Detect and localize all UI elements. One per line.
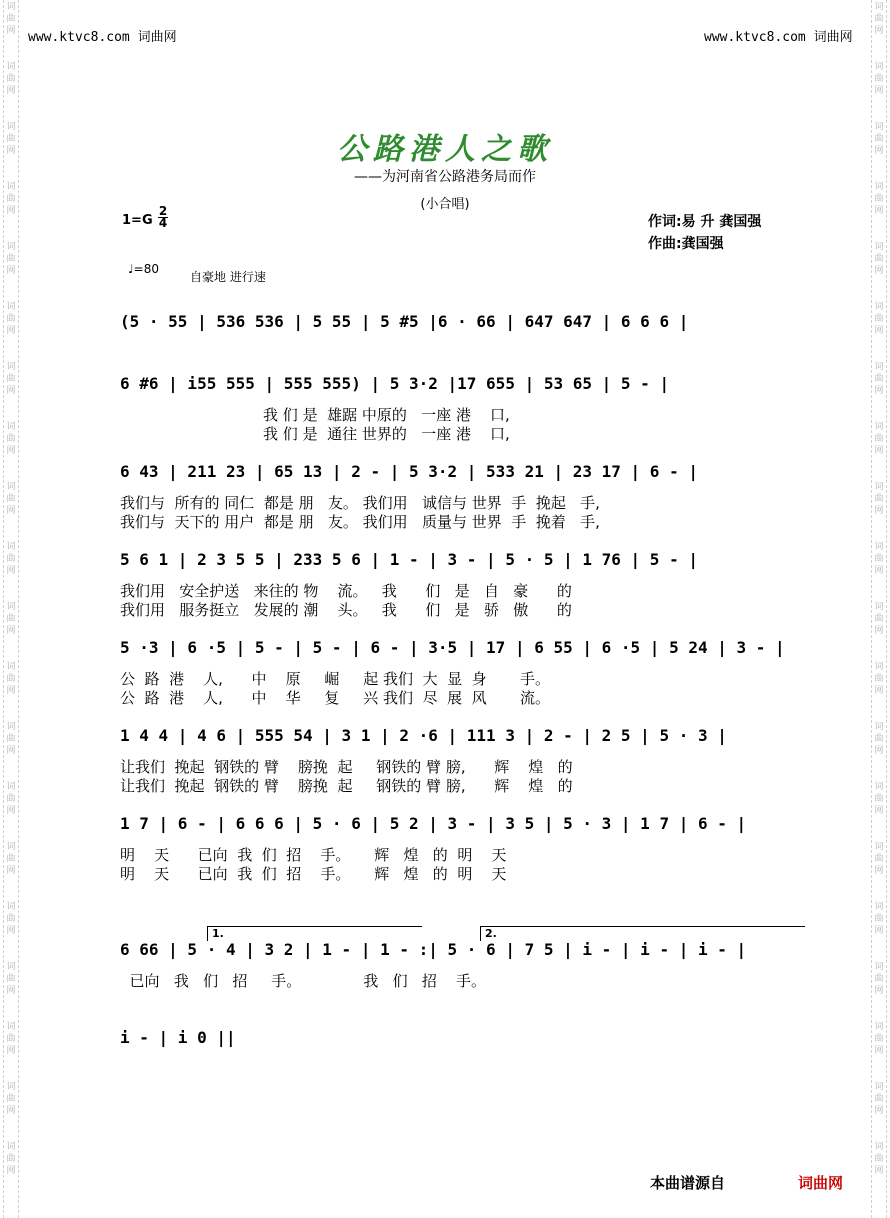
watermark-glyph: 曲 <box>874 74 884 84</box>
watermark-glyph: 词 <box>874 1022 884 1032</box>
watermark-glyph: 词 <box>874 722 884 732</box>
watermark-glyph: 词 <box>6 962 16 972</box>
notation-row: 6 #6 | i55 555 | 555 555) | 5 3·2 |17 655 | 53 65 | 5 - | <box>120 374 670 393</box>
time-signature <box>158 206 168 229</box>
watermark-glyph: 网 <box>6 26 16 36</box>
lyric-line: 让我们 挽起 钢铁的 臂 膀挽 起 钢铁的 臂 膀, 辉 煌 的 <box>120 758 573 776</box>
watermark-glyph: 词 <box>874 1082 884 1092</box>
lyric-line: 我们与 天下的 用户 都是 朋 友。 我们用 质量与 世界 手 挽着 手, <box>120 513 600 531</box>
notation-row: 1 4 4 | 4 6 | 555 54 | 3 1 | 2 ·6 | 111 3 | 2 - | 2 5 | 5 · 3 | <box>120 726 727 745</box>
watermark-glyph: 网 <box>874 386 884 396</box>
watermark-glyph: 曲 <box>6 254 16 264</box>
header-right <box>704 26 853 45</box>
watermark-glyph: 曲 <box>874 674 884 684</box>
watermark-glyph: 曲 <box>874 554 884 564</box>
notation-row: 5 ·3 | 6 ·5 | 5 - | 5 - | 6 - | 3·5 | 17 | 6 55 | 6 ·5 | 5 24 | 3 - | <box>120 638 785 657</box>
watermark-glyph: 词 <box>6 1082 16 1092</box>
watermark-glyph: 曲 <box>874 14 884 24</box>
watermark-glyph: 曲 <box>6 1094 16 1104</box>
watermark-glyph: 曲 <box>6 194 16 204</box>
watermark-glyph: 词 <box>6 602 16 612</box>
watermark-glyph: 曲 <box>6 494 16 504</box>
watermark-glyph: 词 <box>874 422 884 432</box>
watermark-glyph: 词 <box>6 842 16 852</box>
watermark-glyph: 词 <box>6 1142 16 1152</box>
composer: 作曲:龚国强 <box>648 236 724 252</box>
watermark-glyph: 曲 <box>6 1034 16 1044</box>
key-signature: 1=G <box>122 213 153 228</box>
watermark-glyph: 词 <box>6 2 16 12</box>
notation-row: 6 66 | 5 · 4 | 3 2 | 1 - | 1 - :| 5 · 6 | 7 5 | i - | i - | i - | <box>120 940 747 959</box>
watermark-glyph: 曲 <box>874 434 884 444</box>
watermark-glyph: 词 <box>6 302 16 312</box>
footer-site-link[interactable]: 词曲网 <box>798 1174 844 1192</box>
watermark-glyph: 网 <box>6 566 16 576</box>
watermark-glyph: 词 <box>874 182 884 192</box>
notation-row: i - | i 0 || <box>120 1028 236 1047</box>
watermark-glyph: 词 <box>6 122 16 132</box>
watermark-glyph: 曲 <box>6 734 16 744</box>
watermark-glyph: 词 <box>874 122 884 132</box>
volta-second-ending: 2. <box>480 926 805 941</box>
watermark-glyph: 词 <box>6 482 16 492</box>
lyric-line: 让我们 挽起 钢铁的 臂 膀挽 起 钢铁的 臂 膀, 辉 煌 的 <box>120 777 573 795</box>
watermark-glyph: 网 <box>874 1046 884 1056</box>
watermark-glyph: 网 <box>874 926 884 936</box>
watermark-glyph: 网 <box>874 506 884 516</box>
watermark-glyph: 网 <box>6 866 16 876</box>
watermark-glyph: 词 <box>6 1022 16 1032</box>
watermark-glyph: 曲 <box>874 314 884 324</box>
watermark-glyph: 网 <box>6 86 16 96</box>
watermark-glyph: 网 <box>874 566 884 576</box>
watermark-glyph: 词 <box>874 242 884 252</box>
watermark-glyph: 词 <box>6 62 16 72</box>
watermark-glyph: 曲 <box>6 974 16 984</box>
watermark-glyph: 网 <box>874 86 884 96</box>
lyric-line: 我们用 安全护送 来往的 物 流。 我 们 是 自 豪 的 <box>120 582 572 600</box>
watermark-glyph: 曲 <box>874 914 884 924</box>
watermark-glyph: 词 <box>874 782 884 792</box>
watermark-glyph: 网 <box>6 926 16 936</box>
song-subtitle: ——为河南省公路港务局而作 <box>354 169 536 185</box>
watermark-glyph: 曲 <box>6 674 16 684</box>
watermark-glyph: 网 <box>874 266 884 276</box>
watermark-glyph: 网 <box>6 506 16 516</box>
header-right-url[interactable]: www.ktvc8.com <box>704 30 806 45</box>
watermark-glyph: 网 <box>6 746 16 756</box>
watermark-glyph: 网 <box>874 626 884 636</box>
watermark-glyph: 词 <box>874 62 884 72</box>
watermark-glyph: 曲 <box>874 854 884 864</box>
watermark-glyph: 网 <box>874 26 884 36</box>
watermark-glyph: 曲 <box>874 974 884 984</box>
lyric-line: 已向 我 们 招 手。 我 们 招 手。 <box>120 972 486 990</box>
watermark-glyph: 网 <box>874 446 884 456</box>
lyric-line: 明 天 已向 我 们 招 手。 辉 煌 的 明 天 <box>120 865 507 883</box>
watermark-glyph: 曲 <box>874 794 884 804</box>
watermark-glyph: 网 <box>6 686 16 696</box>
watermark-glyph: 曲 <box>874 134 884 144</box>
watermark-glyph: 词 <box>874 1142 884 1152</box>
watermark-glyph: 网 <box>6 206 16 216</box>
volta-first-ending: 1. <box>207 926 422 941</box>
watermark-glyph: 词 <box>874 962 884 972</box>
notation-row: 5 6 1 | 2 3 5 5 | 233 5 6 | 1 - | 3 - | 5 · 5 | 1 76 | 5 - | <box>120 550 698 569</box>
watermark-glyph: 网 <box>874 806 884 816</box>
watermark-glyph: 曲 <box>6 14 16 24</box>
watermark-glyph: 网 <box>6 266 16 276</box>
watermark-glyph: 词 <box>874 2 884 12</box>
watermark-glyph: 曲 <box>874 734 884 744</box>
watermark-glyph: 曲 <box>6 554 16 564</box>
watermark-glyph: 曲 <box>874 254 884 264</box>
watermark-glyph: 曲 <box>6 614 16 624</box>
watermark-glyph: 词 <box>874 662 884 672</box>
notation-row: 6 43 | 211 23 | 65 13 | 2 - | 5 3·2 | 533 21 | 23 17 | 6 - | <box>120 462 698 481</box>
watermark-glyph: 网 <box>874 1106 884 1116</box>
lyricist: 作词:易 升 龚国强 <box>648 214 762 230</box>
tempo-mark: ♩=80 <box>128 262 159 276</box>
watermark-glyph: 曲 <box>874 1154 884 1164</box>
expression-mark: 自豪地 进行速 <box>190 270 266 284</box>
watermark-glyph: 曲 <box>6 74 16 84</box>
watermark-glyph: 曲 <box>6 134 16 144</box>
watermark-glyph: 词 <box>6 182 16 192</box>
watermark-glyph: 网 <box>6 446 16 456</box>
watermark-glyph: 词 <box>6 362 16 372</box>
notation-row: 1 7 | 6 - | 6 6 6 | 5 · 6 | 5 2 | 3 - | 3 5 | 5 · 3 | 1 7 | 6 - | <box>120 814 747 833</box>
watermark-glyph: 网 <box>874 326 884 336</box>
watermark-glyph: 词 <box>874 542 884 552</box>
header-left <box>28 26 177 45</box>
watermark-glyph: 词 <box>6 782 16 792</box>
lyric-line: 我 们 是 通往 世界的 一座 港 口, <box>120 425 510 443</box>
footer-source-label: 本曲谱源自 <box>650 1174 726 1192</box>
watermark-glyph: 网 <box>6 146 16 156</box>
header-right-name: 词曲网 <box>813 30 853 45</box>
header-left-url[interactable]: www.ktvc8.com <box>28 30 130 45</box>
watermark-glyph: 网 <box>6 386 16 396</box>
watermark-glyph: 网 <box>6 1046 16 1056</box>
watermark-glyph: 网 <box>6 326 16 336</box>
watermark-glyph: 网 <box>6 986 16 996</box>
watermark-glyph: 网 <box>6 1106 16 1116</box>
watermark-glyph: 曲 <box>6 434 16 444</box>
watermark-glyph: 曲 <box>874 194 884 204</box>
watermark-glyph: 曲 <box>6 314 16 324</box>
lyric-line: 我们与 所有的 同仁 都是 朋 友。 我们用 诚信与 世界 手 挽起 手, <box>120 494 600 512</box>
watermark-glyph: 网 <box>874 206 884 216</box>
watermark-glyph: 网 <box>6 626 16 636</box>
watermark-glyph: 词 <box>874 842 884 852</box>
watermark-glyph: 曲 <box>874 494 884 504</box>
watermark-glyph: 词 <box>874 902 884 912</box>
lyric-line: 明 天 已向 我 们 招 手。 辉 煌 的 明 天 <box>120 846 507 864</box>
watermark-glyph: 词 <box>6 422 16 432</box>
watermark-glyph: 网 <box>874 146 884 156</box>
lyric-line: 我 们 是 雄踞 中原的 一座 港 口, <box>120 406 510 424</box>
watermark-glyph: 网 <box>6 1166 16 1176</box>
watermark-glyph: 曲 <box>6 794 16 804</box>
watermark-glyph: 词 <box>6 722 16 732</box>
notation-row: (5 · 55 | 536 536 | 5 55 | 5 #5 |6 · 66 | 647 647 | 6 6 6 | <box>120 312 689 331</box>
watermark-glyph: 曲 <box>874 1034 884 1044</box>
lyric-line: 公 路 港 人, 中 华 复 兴 我们 尽 展 风 流。 <box>120 689 551 707</box>
watermark-glyph: 网 <box>6 806 16 816</box>
watermark-glyph: 词 <box>874 602 884 612</box>
watermark-glyph: 网 <box>874 1166 884 1176</box>
watermark-glyph: 词 <box>6 242 16 252</box>
watermark-glyph: 词 <box>874 482 884 492</box>
watermark-glyph: 曲 <box>6 854 16 864</box>
watermark-glyph: 词 <box>874 302 884 312</box>
watermark-glyph: 网 <box>874 746 884 756</box>
watermark-glyph: 词 <box>6 542 16 552</box>
watermark-glyph: 网 <box>874 986 884 996</box>
lyric-line: 我们用 服务挺立 发展的 潮 头。 我 们 是 骄 傲 的 <box>120 601 572 619</box>
time-denominator: 4 <box>158 216 168 230</box>
watermark-glyph: 曲 <box>874 374 884 384</box>
time-numerator: 2 <box>158 204 168 218</box>
song-title: 公路港人之歌 <box>337 132 553 167</box>
watermark-glyph: 词 <box>874 362 884 372</box>
watermark-glyph: 曲 <box>874 1094 884 1104</box>
watermark-glyph: 网 <box>874 866 884 876</box>
watermark-glyph: 词 <box>6 662 16 672</box>
watermark-glyph: 曲 <box>6 1154 16 1164</box>
watermark-glyph: 词 <box>6 902 16 912</box>
song-form: (小合唱) <box>420 197 470 212</box>
watermark-glyph: 网 <box>874 686 884 696</box>
watermark-glyph: 曲 <box>6 914 16 924</box>
lyric-line: 公 路 港 人, 中 原 崛 起 我们 大 显 身 手。 <box>120 670 551 688</box>
watermark-glyph: 曲 <box>6 374 16 384</box>
watermark-glyph: 曲 <box>874 614 884 624</box>
header-left-name: 词曲网 <box>137 30 177 45</box>
